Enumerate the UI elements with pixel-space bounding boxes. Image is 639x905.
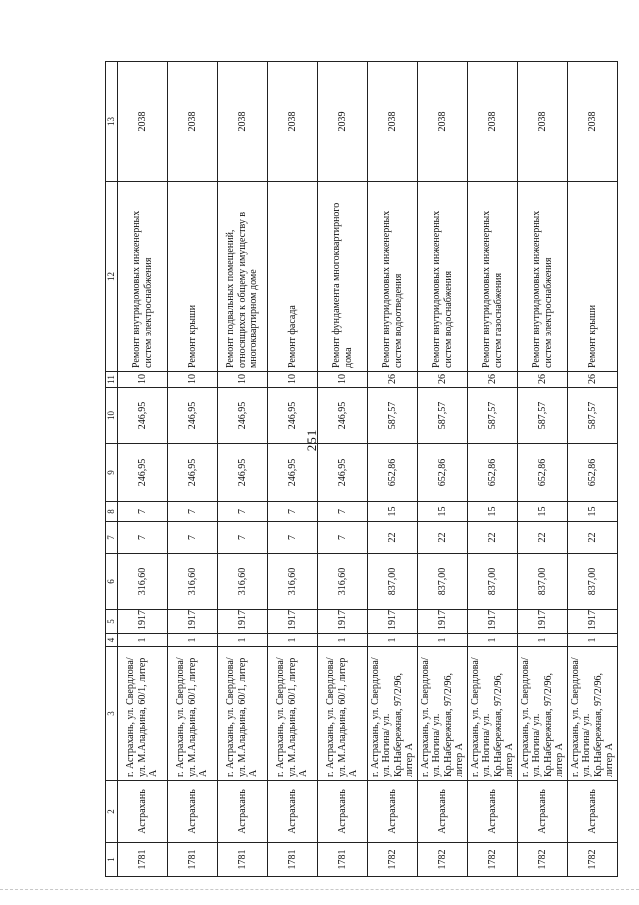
table-cell-col-10: 587,57	[568, 388, 618, 444]
table-cell-col-6: 837,00	[518, 554, 568, 610]
table-cell-col-4: 1	[518, 634, 568, 647]
table-row	[418, 62, 468, 877]
table-cell-col-11: 26	[518, 372, 568, 388]
header-cell-2: 2	[106, 781, 118, 843]
table-cell-col-8: 7	[168, 502, 218, 522]
table-cell-col-11: 26	[568, 372, 618, 388]
table-cell-col-5: 1917	[118, 610, 168, 634]
table-cell-col-10: 246,95	[118, 388, 168, 444]
table-cell-col-7: 22	[418, 522, 468, 554]
table-cell-col-10: 246,95	[168, 388, 218, 444]
table-cell-col-5: 1917	[318, 610, 368, 634]
table-cell-col-12: Ремонт внутридомовых инженерных систем электроснабжения	[118, 182, 168, 372]
table-cell-col-9: 246,95	[218, 444, 268, 502]
table-cell-col-4: 1	[318, 634, 368, 647]
header-cell-1: 1	[106, 843, 118, 877]
table-cell-col-11: 10	[268, 372, 318, 388]
table-cell-col-7: 7	[218, 522, 268, 554]
table-cell-col-9: 246,95	[268, 444, 318, 502]
header-cell-12: 12	[106, 182, 118, 372]
table-cell-col-8: 15	[368, 502, 418, 522]
table-cell-col-6: 837,00	[468, 554, 518, 610]
table-cell-col-4: 1	[568, 634, 618, 647]
table-cell-col-5: 1917	[568, 610, 618, 634]
table-cell-col-3: г. Астрахань, ул. Свердлова/ ул. М.Аладьина, 60/1, литер А	[168, 647, 218, 781]
header-cell-9: 9	[106, 444, 118, 502]
table-cell-col-12: Ремонт внутридомовых инженерных систем электроснабжения	[518, 182, 568, 372]
table-cell-col-3: г. Астрахань, ул. Свердлова/ ул. Ногина/ ул. Кр.Набережная, 97/2/96, литер А	[518, 647, 568, 781]
table-cell-col-3: г. Астрахань, ул. Свердлова/ ул. Ногина/ ул. Кр.Набережная, 97/2/96, литер А	[468, 647, 518, 781]
page-number: 251	[304, 428, 319, 452]
table-cell-col-13: 2039	[318, 62, 368, 182]
table-cell-col-11: 10	[168, 372, 218, 388]
table-cell-col-8: 7	[218, 502, 268, 522]
table-cell-col-9: 652,86	[568, 444, 618, 502]
table-cell-col-8: 15	[518, 502, 568, 522]
table-row	[168, 62, 218, 877]
table-cell-col-12: Ремонт внутридомовых инженерных систем водоотведения	[368, 182, 418, 372]
table-cell-col-10: 587,57	[518, 388, 568, 444]
table-cell-col-6: 837,00	[418, 554, 468, 610]
table-cell-col-9: 652,86	[468, 444, 518, 502]
table-cell-col-11: 10	[318, 372, 368, 388]
table-cell-col-1: 1782	[518, 843, 568, 877]
table-cell-col-1: 1781	[218, 843, 268, 877]
table-cell-col-2: Астрахань	[118, 781, 168, 843]
table-cell-col-2: Астрахань	[268, 781, 318, 843]
table-cell-col-1: 1781	[318, 843, 368, 877]
table-cell-col-7: 7	[168, 522, 218, 554]
table-cell-col-6: 837,00	[568, 554, 618, 610]
table-cell-col-13: 2038	[118, 62, 168, 182]
header-cell-3: 3	[106, 647, 118, 781]
table-cell-col-10: 246,95	[218, 388, 268, 444]
table-row	[568, 62, 618, 877]
table-cell-col-8: 7	[318, 502, 368, 522]
header-cell-6: 6	[106, 554, 118, 610]
table-cell-col-6: 837,00	[368, 554, 418, 610]
table-cell-col-3: г. Астрахань, ул. Свердлова/ ул. М.Аладьина, 60/1, литер А	[268, 647, 318, 781]
table-cell-col-5: 1917	[468, 610, 518, 634]
table-cell-col-2: Астрахань	[418, 781, 468, 843]
table-cell-col-6: 316,60	[118, 554, 168, 610]
table-cell-col-3: г. Астрахань, ул. Свердлова/ ул. Ногина/ ул. Кр.Набережная, 97/2/96, литер А	[368, 647, 418, 781]
table-cell-col-9: 652,86	[518, 444, 568, 502]
header-cell-7: 7	[106, 522, 118, 554]
table-cell-col-10: 246,95	[268, 388, 318, 444]
table-cell-col-4: 1	[418, 634, 468, 647]
header-cell-4: 4	[106, 634, 118, 647]
table-cell-col-13: 2038	[218, 62, 268, 182]
header-cell-13: 13	[106, 62, 118, 182]
table-cell-col-13: 2038	[168, 62, 218, 182]
table-cell-col-4: 1	[468, 634, 518, 647]
table-cell-col-6: 316,60	[218, 554, 268, 610]
capital-repair-table	[105, 61, 618, 877]
table-cell-col-10: 587,57	[418, 388, 468, 444]
table-cell-col-4: 1	[118, 634, 168, 647]
table-cell-col-5: 1917	[268, 610, 318, 634]
table-cell-col-2: Астрахань	[518, 781, 568, 843]
table-cell-col-4: 1	[168, 634, 218, 647]
table-cell-col-13: 2038	[418, 62, 468, 182]
table-cell-col-6: 316,60	[318, 554, 368, 610]
table-cell-col-4: 1	[218, 634, 268, 647]
table-cell-col-9: 246,95	[168, 444, 218, 502]
table-cell-col-3: г. Астрахань, ул. Свердлова/ ул. Ногина/ ул. Кр.Набережная, 97/2/96, литер А	[418, 647, 468, 781]
table-row	[518, 62, 568, 877]
table-cell-col-7: 7	[268, 522, 318, 554]
table-cell-col-12: Ремонт крыши	[168, 182, 218, 372]
table-row	[318, 62, 368, 877]
table-cell-col-1: 1782	[468, 843, 518, 877]
table-cell-col-10: 587,57	[468, 388, 518, 444]
table-cell-col-10: 587,57	[368, 388, 418, 444]
table-cell-col-5: 1917	[418, 610, 468, 634]
table-cell-col-8: 15	[568, 502, 618, 522]
table-cell-col-12: Ремонт фасада	[268, 182, 318, 372]
table-cell-col-8: 15	[418, 502, 468, 522]
table-cell-col-11: 26	[468, 372, 518, 388]
table-cell-col-13: 2038	[468, 62, 518, 182]
table-frame	[105, 62, 615, 877]
column-number-header	[106, 62, 118, 877]
table-cell-col-13: 2038	[368, 62, 418, 182]
table-cell-col-1: 1782	[368, 843, 418, 877]
table-cell-col-5: 1917	[168, 610, 218, 634]
table-cell-col-13: 2038	[568, 62, 618, 182]
table-cell-col-12: Ремонт крыши	[568, 182, 618, 372]
table-cell-col-7: 22	[468, 522, 518, 554]
table-cell-col-7: 7	[118, 522, 168, 554]
table-cell-col-8: 15	[468, 502, 518, 522]
table-cell-col-8: 7	[118, 502, 168, 522]
table-cell-col-2: Астрахань	[468, 781, 518, 843]
table-cell-col-2: Астрахань	[168, 781, 218, 843]
table-row	[368, 62, 418, 877]
table-cell-col-12: Ремонт внутридомовых инженерных систем газоснабжения	[468, 182, 518, 372]
table-cell-col-11: 26	[368, 372, 418, 388]
table-row	[218, 62, 268, 877]
table-cell-col-1: 1782	[568, 843, 618, 877]
table-cell-col-3: г. Астрахань, ул. Свердлова/ ул. Ногина/ ул. Кр.Набережная, 97/2/96, литер А	[568, 647, 618, 781]
table-cell-col-1: 1782	[418, 843, 468, 877]
table-cell-col-3: г. Астрахань, ул. Свердлова/ ул. М.Аладьина, 60/1, литер А	[318, 647, 368, 781]
header-cell-5: 5	[106, 610, 118, 634]
table-cell-col-4: 1	[268, 634, 318, 647]
table-cell-col-12: Ремонт внутридомовых инженерных систем водоснабжения	[418, 182, 468, 372]
table-cell-col-5: 1917	[368, 610, 418, 634]
header-cell-10: 10	[106, 388, 118, 444]
table-cell-col-3: г. Астрахань, ул. Свердлова/ ул. М.Аладьина, 60/1, литер А	[218, 647, 268, 781]
table-cell-col-2: Астрахань	[218, 781, 268, 843]
table-cell-col-4: 1	[368, 634, 418, 647]
table-cell-col-11: 10	[118, 372, 168, 388]
table-cell-col-6: 316,60	[168, 554, 218, 610]
table-cell-col-5: 1917	[518, 610, 568, 634]
table-cell-col-9: 652,86	[418, 444, 468, 502]
table-row	[268, 62, 318, 877]
table-cell-col-7: 7	[318, 522, 368, 554]
table-cell-col-1: 1781	[118, 843, 168, 877]
table-cell-col-12: Ремонт подвальных помещений, относящихся к общему имуществу в многоквартирном доме	[218, 182, 268, 372]
table-cell-col-8: 7	[268, 502, 318, 522]
table-cell-col-9: 652,86	[368, 444, 418, 502]
table-row	[118, 62, 168, 877]
rotated-table-container	[105, 62, 615, 877]
table-cell-col-6: 316,60	[268, 554, 318, 610]
table-row	[468, 62, 518, 877]
page-bottom-rule	[0, 889, 639, 890]
table-cell-col-9: 246,95	[318, 444, 368, 502]
header-cell-8: 8	[106, 502, 118, 522]
table-cell-col-7: 22	[368, 522, 418, 554]
table-cell-col-13: 2038	[518, 62, 568, 182]
table-cell-col-12: Ремонт фундамента многоквартирного дома	[318, 182, 368, 372]
table-cell-col-10: 246,95	[318, 388, 368, 444]
table-cell-col-9: 246,95	[118, 444, 168, 502]
table-cell-col-11: 26	[418, 372, 468, 388]
table-cell-col-1: 1781	[268, 843, 318, 877]
table-cell-col-3: г. Астрахань, ул. Свердлова/ ул. М.Аладьина, 60/1, литер А	[118, 647, 168, 781]
table-cell-col-2: Астрахань	[368, 781, 418, 843]
table-cell-col-7: 22	[568, 522, 618, 554]
header-cell-11: 11	[106, 372, 118, 388]
table-cell-col-5: 1917	[218, 610, 268, 634]
table-cell-col-13: 2038	[268, 62, 318, 182]
table-cell-col-7: 22	[518, 522, 568, 554]
table-cell-col-2: Астрахань	[568, 781, 618, 843]
table-cell-col-11: 10	[218, 372, 268, 388]
table-cell-col-1: 1781	[168, 843, 218, 877]
table-cell-col-2: Астрахань	[318, 781, 368, 843]
